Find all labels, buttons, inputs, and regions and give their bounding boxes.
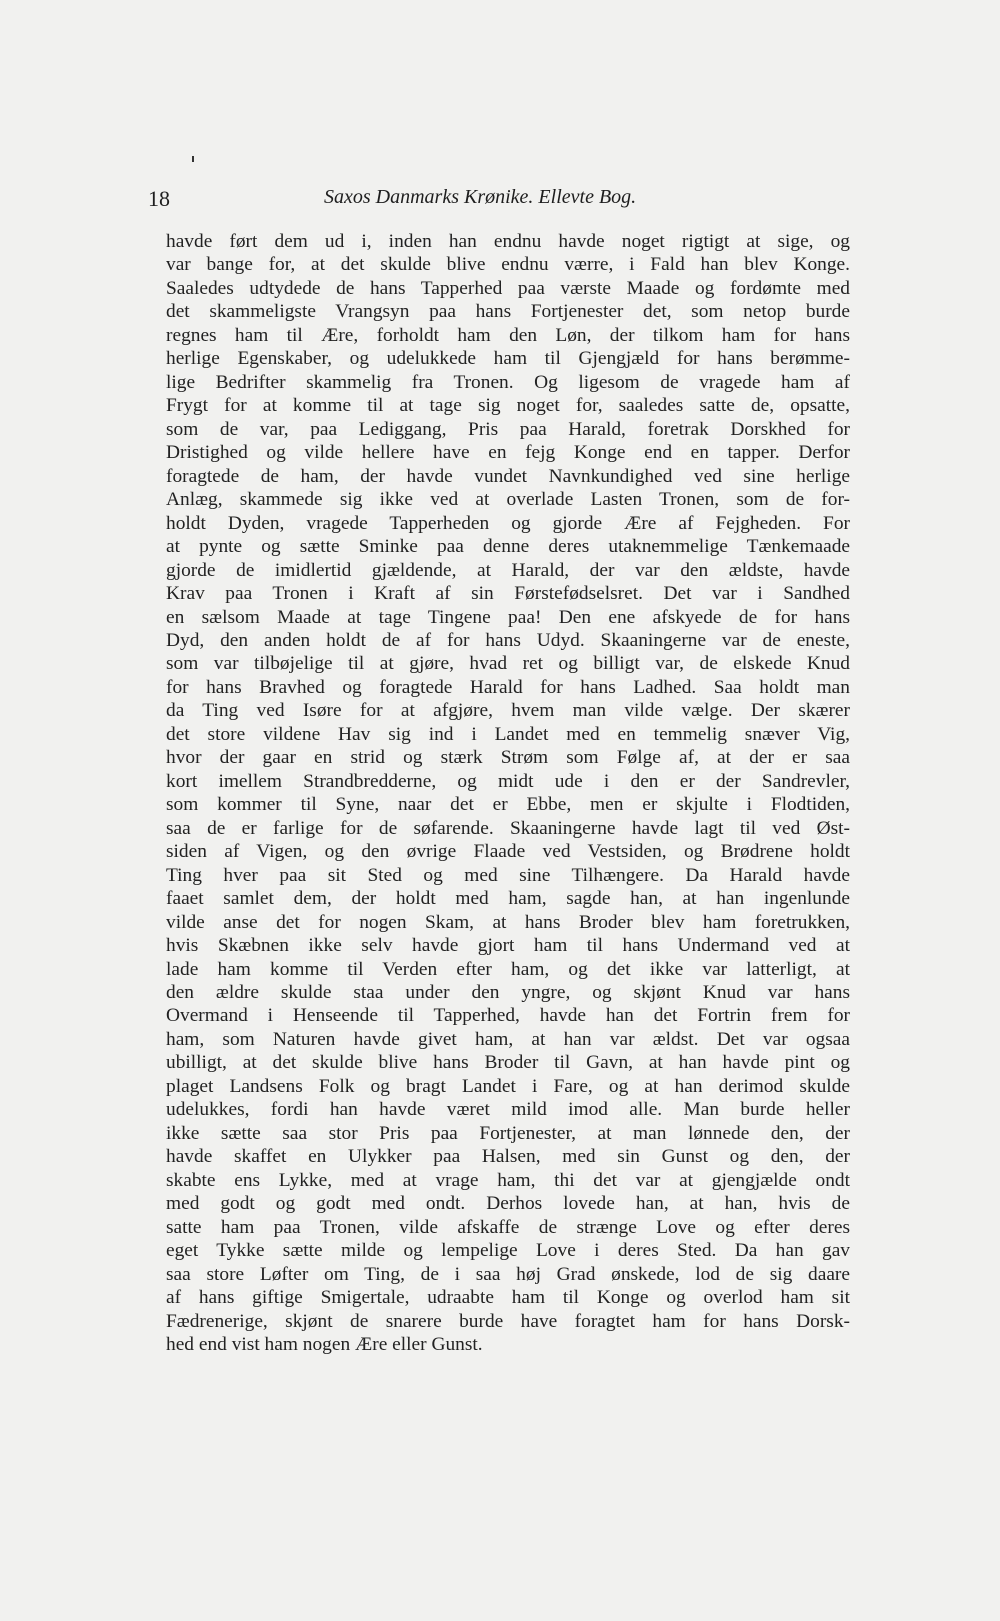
text-line: den ældre skulde staa under den yngre, og skjønt Knud var hans [166,982,850,1003]
print-speck [192,156,194,162]
text-line: udelukkes, fordi han havde været mild imod alle. Man burde heller [166,1099,850,1121]
text-line: Frygt for at komme til at tage sig noget for, saaledes satte de, opsatte, [166,395,850,417]
text-line: Ting hver paa sit Sted og med sine Tilhængere. Da Harald havde [166,864,850,886]
text-line: at pynte og sætte Sminke paa denne deres utaknemmelige Tænkemaade [166,536,850,558]
text-line: Fædrenerige, skjønt de snarere burde have foragtet ham for hans Dorsk- [166,1310,850,1332]
text-line: som var tilbøjelige til at gjøre, hvad ret og billigt var, de elskede Knud [166,653,850,675]
text-line: ham, som Naturen havde givet ham, at han var ældst. Det var ogsaa [166,1028,850,1050]
text-line: som kommer til Syne, naar det er Ebbe, men er skjulte i Flodtiden, [166,794,850,816]
text-line: skabte ens Lykke, med at vrage ham, thi det var at gjengjælde ondt [166,1169,850,1191]
text-line: for hans Bravhed og foragtede Harald for hans Ladhed. Saa holdt man [166,676,850,698]
running-title: Saxos Danmarks Krønike. Ellevte Bog. [324,186,637,208]
body-text [166,230,850,1357]
page-header [148,178,868,218]
text-line: hvis Skæbnen ikke selv havde gjort ham til hans Undermand ved at [166,935,850,957]
text-line: herlige Egenskaber, og udelukkede ham til Gjengjæld for hans berømme- [166,348,850,370]
text-line: plaget Landsens Folk og bragt Landet i Fare, og at han derimod skulde [166,1075,850,1097]
text-line: Dristighed og vilde hellere have en fejg Konge end en tapper. Derfor [166,442,850,464]
text-line: Overmand i Henseende til Tapperhed, havde han det Fortrin frem for [166,1005,850,1027]
text-line: Anlæg, skammede sig ikke ved at overlade Lasten Tronen, som de for- [166,489,850,511]
text-line: af hans giftige Smigertale, udraabte ham til Konge og overlod ham sit [166,1287,850,1309]
page-number: 18 [148,186,170,211]
text-line: ubilligt, at det skulde blive hans Broder til Gavn, at han havde pint og [166,1052,850,1074]
text-line: med godt og godt med ondt. Derhos lovede han, at han, hvis de [166,1193,850,1215]
text-line: vilde anse det for nogen Skam, at hans Broder blev ham foretrukken, [166,911,850,933]
text-line: saa de er farlige for de søfarende. Skaaningerne havde lagt til ved Øst- [166,817,850,839]
text-line: det skammeligste Vrangsyn paa hans Fortjenester det, som netop burde [166,301,850,323]
text-line: lade ham komme til Verden efter ham, og det ikke var latterligt, at [166,958,850,980]
text-line: ikke sætte saa stor Pris paa Fortjenester, at man lønnede den, der [166,1122,850,1144]
text-line: havde skaffet en Ulykker paa Halsen, med sin Gunst og den, der [166,1146,850,1168]
text-line: Dyd, den anden holdt de af for hans Udyd. Skaaningerne var de eneste, [166,629,850,651]
text-line: foragtede de ham, der havde vundet Navnkundighed ved sine herlige [166,465,850,487]
text-line: det store vildene Hav sig ind i Landet med en temmelig snæver Vig, [166,723,850,745]
text-line: satte ham paa Tronen, vilde afskaffe de strænge Love og efter deres [166,1216,850,1238]
text-line: havde ført dem ud i, inden han endnu havde noget rigtigt at sige, og [166,231,850,252]
text-line: var bange for, at det skulde blive endnu værre, i Fald han blev Konge. [166,254,850,276]
text-line: faaet samlet dem, der holdt med ham, sagde han, at han ingenlunde [166,888,850,910]
text-line: siden af Vigen, og den øvrige Flaade ved Vestsiden, og Brødrene holdt [166,841,850,863]
text-line: da Ting ved Isøre for at afgjøre, hvem man vilde vælge. Der skærer [166,700,850,722]
text-line: gjorde de imidlertid gjældende, at Harald, der var den ældste, havde [166,559,850,581]
text-line: kort imellem Strandbredderne, og midt ude i den er der Sandrevler, [166,770,850,792]
text-line: lige Bedrifter skammelig fra Tronen. Og ligesom de vragede ham af [166,371,850,393]
text-line: hed end vist ham nogen Ære eller Gunst. [166,1334,483,1356]
text-line: regnes ham til Ære, forholdt ham den Løn, der tilkom ham for hans [166,324,850,346]
text-line: hvor der gaar en strid og stærk Strøm som Følge af, at der er saa [166,747,850,769]
text-line: saa store Løfter om Ting, de i saa høj Grad ønskede, lod de sig daare [166,1263,850,1285]
text-line: som de var, paa Lediggang, Pris paa Harald, foretrak Dorskhed for [166,418,850,440]
text-line: Saaledes udtydede de hans Tapperhed paa værste Maade og fordømte med [166,277,850,299]
text-line: Krav paa Tronen i Kraft af sin Førstefødselsret. Det var i Sandhed [166,583,850,605]
text-line: holdt Dyden, vragede Tapperheden og gjorde Ære af Fejgheden. For [166,512,850,534]
text-line: en sælsom Maade at tage Tingene paa! Den ene afskyede de for hans [166,606,850,628]
text-line: eget Tykke sætte milde og lempelige Love i deres Sted. Da han gav [166,1240,850,1262]
